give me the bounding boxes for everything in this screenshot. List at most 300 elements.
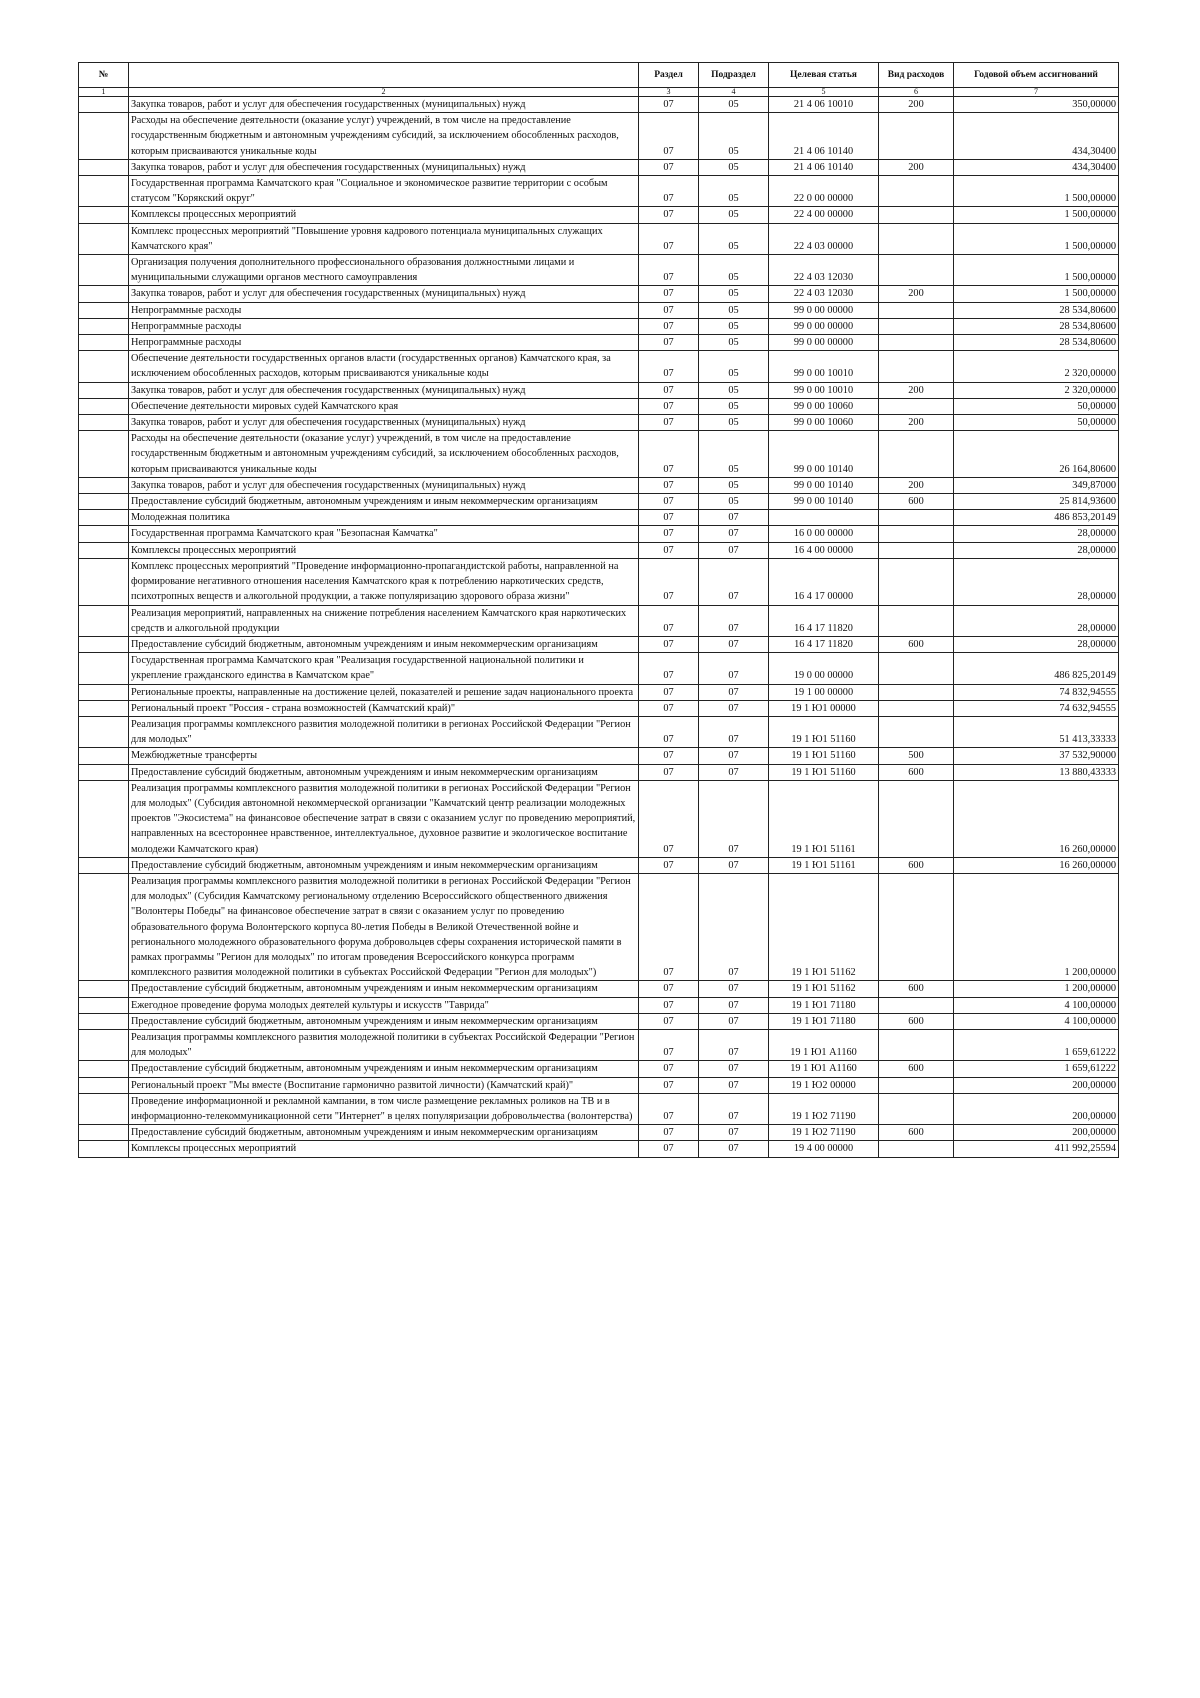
- cell-expense-type: [879, 510, 954, 526]
- cell-razdel: 07: [639, 176, 699, 207]
- col-num-4: 4: [699, 88, 769, 97]
- table-row: [79, 477, 1119, 493]
- cell-target-article: 19 1 Ю1 51162: [769, 981, 879, 997]
- cell-expense-type: [879, 558, 954, 605]
- table-row: [79, 981, 1119, 997]
- table-row: [79, 526, 1119, 542]
- cell-podrazdel: 05: [699, 318, 769, 334]
- cell-target-article: 19 1 Ю2 71190: [769, 1093, 879, 1124]
- cell-podrazdel: 07: [699, 1029, 769, 1060]
- cell-num: [79, 302, 129, 318]
- cell-name: Региональный проект "Мы вместе (Воспитание гармонично развитой личности) (Камчатский край)": [129, 1077, 639, 1093]
- cell-expense-type: [879, 542, 954, 558]
- cell-num: [79, 716, 129, 747]
- cell-num: [79, 1093, 129, 1124]
- cell-num: [79, 351, 129, 382]
- cell-annual-volume: 28,00000: [954, 605, 1119, 636]
- cell-razdel: 07: [639, 223, 699, 254]
- cell-name: Организация получения дополнительного профессионального образования должностными лицами и муниципальными служащими органов местного самоуправления: [129, 255, 639, 286]
- cell-num: [79, 605, 129, 636]
- cell-razdel: 07: [639, 716, 699, 747]
- cell-annual-volume: 37 532,90000: [954, 748, 1119, 764]
- cell-annual-volume: 200,00000: [954, 1093, 1119, 1124]
- cell-razdel: 07: [639, 415, 699, 431]
- cell-num: [79, 255, 129, 286]
- table-row: [79, 764, 1119, 780]
- cell-podrazdel: 07: [699, 764, 769, 780]
- cell-razdel: 07: [639, 700, 699, 716]
- cell-expense-type: [879, 997, 954, 1013]
- cell-razdel: 07: [639, 857, 699, 873]
- cell-name: Предоставление субсидий бюджетным, автономным учреждениям и иным некоммерческим организациям: [129, 857, 639, 873]
- cell-name: Государственная программа Камчатского края "Социальное и экономическое развитие территории с особым статусом "Корякский округ": [129, 176, 639, 207]
- cell-podrazdel: 05: [699, 494, 769, 510]
- cell-annual-volume: 486 853,20149: [954, 510, 1119, 526]
- cell-podrazdel: 07: [699, 716, 769, 747]
- cell-razdel: 07: [639, 764, 699, 780]
- table-row: [79, 97, 1119, 113]
- col-num-1: 1: [79, 88, 129, 97]
- cell-annual-volume: 13 880,43333: [954, 764, 1119, 780]
- cell-target-article: 22 4 03 12030: [769, 286, 879, 302]
- cell-num: [79, 700, 129, 716]
- cell-razdel: 07: [639, 605, 699, 636]
- cell-razdel: 07: [639, 286, 699, 302]
- cell-annual-volume: 1 500,00000: [954, 207, 1119, 223]
- cell-razdel: 07: [639, 748, 699, 764]
- cell-annual-volume: 28,00000: [954, 636, 1119, 652]
- cell-expense-type: [879, 684, 954, 700]
- cell-annual-volume: 1 500,00000: [954, 255, 1119, 286]
- cell-num: [79, 398, 129, 414]
- cell-podrazdel: 07: [699, 558, 769, 605]
- table-row: [79, 1061, 1119, 1077]
- cell-expense-type: 600: [879, 636, 954, 652]
- cell-name: Обеспечение деятельности мировых судей Камчатского края: [129, 398, 639, 414]
- cell-expense-type: [879, 780, 954, 857]
- cell-podrazdel: 05: [699, 477, 769, 493]
- cell-name: Комплекс процессных мероприятий "Проведение информационно-пропагандистской работы, направленной на формирование негативного отношения населения Камчатского края к потреблению наркотических средств, психотропных веществ и алкогольной продукции, а также популяризацию здорового образа жизни": [129, 558, 639, 605]
- cell-annual-volume: 28,00000: [954, 558, 1119, 605]
- table-row: [79, 382, 1119, 398]
- col-number-header: №: [79, 63, 129, 88]
- cell-num: [79, 335, 129, 351]
- cell-podrazdel: 07: [699, 510, 769, 526]
- cell-podrazdel: 07: [699, 981, 769, 997]
- cell-num: [79, 510, 129, 526]
- cell-num: [79, 636, 129, 652]
- cell-annual-volume: 16 260,00000: [954, 857, 1119, 873]
- cell-razdel: 07: [639, 207, 699, 223]
- table-row: [79, 1077, 1119, 1093]
- cell-razdel: 07: [639, 684, 699, 700]
- cell-podrazdel: 07: [699, 636, 769, 652]
- cell-expense-type: [879, 605, 954, 636]
- cell-podrazdel: 07: [699, 1061, 769, 1077]
- cell-razdel: 07: [639, 558, 699, 605]
- cell-podrazdel: 05: [699, 382, 769, 398]
- cell-target-article: 99 0 00 10140: [769, 477, 879, 493]
- cell-num: [79, 857, 129, 873]
- cell-expense-type: [879, 318, 954, 334]
- cell-annual-volume: 50,00000: [954, 398, 1119, 414]
- table-row: [79, 636, 1119, 652]
- cell-name: Государственная программа Камчатского края "Реализация государственной национальной политики и укрепление гражданского единства в Камчатском крае": [129, 653, 639, 684]
- cell-num: [79, 1061, 129, 1077]
- cell-expense-type: [879, 1141, 954, 1157]
- cell-num: [79, 526, 129, 542]
- cell-target-article: 19 1 Ю1 51162: [769, 873, 879, 980]
- cell-expense-type: 200: [879, 382, 954, 398]
- cell-annual-volume: 74 632,94555: [954, 700, 1119, 716]
- table-row: [79, 335, 1119, 351]
- budget-sheet: [78, 62, 1118, 1158]
- table-row: [79, 542, 1119, 558]
- cell-name: Комплексы процессных мероприятий: [129, 1141, 639, 1157]
- cell-podrazdel: 07: [699, 873, 769, 980]
- cell-podrazdel: 05: [699, 207, 769, 223]
- col-num-3: 3: [639, 88, 699, 97]
- cell-podrazdel: 05: [699, 176, 769, 207]
- cell-num: [79, 318, 129, 334]
- cell-annual-volume: 1 500,00000: [954, 286, 1119, 302]
- table-body: [79, 97, 1119, 1158]
- cell-name: Реализация программы комплексного развития молодежной политики в регионах Российской Федерации "Регион для молодых" (Субсидия автономной некоммерческой организации "Камчатский центр реализации молодежных проектов "Экосистема" на финансовое обеспечение затрат в связи с оказанием услуг по проведению мероприятий, направленных на всестороннее нравственное, интеллектуальное, духовное развитие и экологическое воспитание молодежи Камчатского края): [129, 780, 639, 857]
- cell-annual-volume: 4 100,00000: [954, 997, 1119, 1013]
- cell-annual-volume: 411 992,25594: [954, 1141, 1119, 1157]
- cell-razdel: 07: [639, 318, 699, 334]
- cell-name: Комплексы процессных мероприятий: [129, 207, 639, 223]
- cell-num: [79, 207, 129, 223]
- cell-podrazdel: 07: [699, 857, 769, 873]
- cell-annual-volume: 350,00000: [954, 97, 1119, 113]
- cell-annual-volume: 486 825,20149: [954, 653, 1119, 684]
- cell-name: Реализация мероприятий, направленных на снижение потребления населением Камчатского края наркотических средств и алкогольной продукции: [129, 605, 639, 636]
- col-podrazdel-header: Подраздел: [699, 63, 769, 88]
- cell-name: Непрограммные расходы: [129, 335, 639, 351]
- cell-annual-volume: 434,30400: [954, 159, 1119, 175]
- cell-razdel: 07: [639, 981, 699, 997]
- cell-annual-volume: 1 500,00000: [954, 223, 1119, 254]
- cell-podrazdel: 07: [699, 526, 769, 542]
- table-row: [79, 558, 1119, 605]
- cell-target-article: 19 1 Ю1 71180: [769, 997, 879, 1013]
- cell-expense-type: [879, 335, 954, 351]
- col-target-article-header: Целевая статья: [769, 63, 879, 88]
- cell-name: Закупка товаров, работ и услуг для обеспечения государственных (муниципальных) нужд: [129, 477, 639, 493]
- cell-target-article: 19 1 Ю1 71180: [769, 1013, 879, 1029]
- col-razdel-header: Раздел: [639, 63, 699, 88]
- table-row: [79, 997, 1119, 1013]
- cell-num: [79, 1029, 129, 1060]
- cell-razdel: 07: [639, 636, 699, 652]
- cell-podrazdel: 05: [699, 335, 769, 351]
- table-row: [79, 510, 1119, 526]
- col-name-header: [129, 63, 639, 88]
- cell-target-article: 21 4 06 10140: [769, 113, 879, 160]
- cell-target-article: 16 4 17 11820: [769, 636, 879, 652]
- cell-name: Реализация программы комплексного развития молодежной политики в регионах Российской Федерации "Регион для молодых": [129, 716, 639, 747]
- cell-num: [79, 1125, 129, 1141]
- cell-annual-volume: 4 100,00000: [954, 1013, 1119, 1029]
- cell-num: [79, 415, 129, 431]
- table-row: [79, 780, 1119, 857]
- cell-razdel: 07: [639, 997, 699, 1013]
- cell-podrazdel: 07: [699, 1013, 769, 1029]
- cell-num: [79, 981, 129, 997]
- table-row: [79, 351, 1119, 382]
- cell-expense-type: [879, 207, 954, 223]
- cell-num: [79, 113, 129, 160]
- cell-annual-volume: 200,00000: [954, 1125, 1119, 1141]
- cell-target-article: 19 1 Ю1 51160: [769, 748, 879, 764]
- table-row: [79, 1013, 1119, 1029]
- cell-expense-type: 600: [879, 1013, 954, 1029]
- cell-name: Предоставление субсидий бюджетным, автономным учреждениям и иным некоммерческим организациям: [129, 981, 639, 997]
- table-header: [79, 63, 1119, 97]
- cell-name: Закупка товаров, работ и услуг для обеспечения государственных (муниципальных) нужд: [129, 286, 639, 302]
- cell-name: Реализация программы комплексного развития молодежной политики в субъектах Российской Федерации "Регион для молодых": [129, 1029, 639, 1060]
- cell-annual-volume: 2 320,00000: [954, 351, 1119, 382]
- cell-annual-volume: 1 500,00000: [954, 176, 1119, 207]
- cell-razdel: 07: [639, 1061, 699, 1077]
- cell-target-article: 99 0 00 10140: [769, 431, 879, 478]
- cell-annual-volume: 28 534,80600: [954, 318, 1119, 334]
- cell-podrazdel: 07: [699, 1077, 769, 1093]
- table-row: [79, 302, 1119, 318]
- cell-expense-type: [879, 431, 954, 478]
- cell-podrazdel: 07: [699, 605, 769, 636]
- cell-target-article: 99 0 00 10010: [769, 382, 879, 398]
- cell-name: Государственная программа Камчатского края "Безопасная Камчатка": [129, 526, 639, 542]
- cell-num: [79, 542, 129, 558]
- table-row: [79, 113, 1119, 160]
- cell-annual-volume: 200,00000: [954, 1077, 1119, 1093]
- cell-expense-type: 600: [879, 981, 954, 997]
- cell-num: [79, 558, 129, 605]
- cell-name: Комплексы процессных мероприятий: [129, 542, 639, 558]
- col-num-6: 6: [879, 88, 954, 97]
- cell-expense-type: 600: [879, 764, 954, 780]
- cell-name: Расходы на обеспечение деятельности (оказание услуг) учреждений, в том числе на предоставление государственным бюджетным и автономным учреждениям субсидий, за исключением обособленных расходов, которым присваиваются уникальные коды: [129, 431, 639, 478]
- cell-target-article: 19 1 Ю1 А1160: [769, 1061, 879, 1077]
- cell-target-article: 19 1 Ю1 51160: [769, 764, 879, 780]
- table-row: [79, 748, 1119, 764]
- cell-name: Комплекс процессных мероприятий "Повышение уровня кадрового потенциала муниципальных служащих Камчатского края": [129, 223, 639, 254]
- cell-expense-type: [879, 1077, 954, 1093]
- cell-target-article: 19 1 00 00000: [769, 684, 879, 700]
- cell-target-article: 19 1 Ю2 00000: [769, 1077, 879, 1093]
- cell-expense-type: [879, 176, 954, 207]
- cell-name: Непрограммные расходы: [129, 318, 639, 334]
- cell-expense-type: [879, 223, 954, 254]
- cell-annual-volume: 1 659,61222: [954, 1029, 1119, 1060]
- cell-podrazdel: 05: [699, 223, 769, 254]
- cell-podrazdel: 05: [699, 113, 769, 160]
- cell-name: Закупка товаров, работ и услуг для обеспечения государственных (муниципальных) нужд: [129, 97, 639, 113]
- table-row: [79, 1141, 1119, 1157]
- cell-razdel: 07: [639, 1077, 699, 1093]
- cell-expense-type: [879, 716, 954, 747]
- cell-name: Закупка товаров, работ и услуг для обеспечения государственных (муниципальных) нужд: [129, 382, 639, 398]
- table-row: [79, 255, 1119, 286]
- cell-expense-type: 200: [879, 97, 954, 113]
- cell-expense-type: 200: [879, 415, 954, 431]
- cell-expense-type: 200: [879, 286, 954, 302]
- cell-name: Закупка товаров, работ и услуг для обеспечения государственных (муниципальных) нужд: [129, 159, 639, 175]
- cell-num: [79, 97, 129, 113]
- cell-num: [79, 1077, 129, 1093]
- cell-expense-type: [879, 1029, 954, 1060]
- cell-razdel: 07: [639, 873, 699, 980]
- cell-target-article: 99 0 00 10010: [769, 351, 879, 382]
- cell-num: [79, 997, 129, 1013]
- table-row: [79, 318, 1119, 334]
- table-row: [79, 431, 1119, 478]
- table-row: [79, 1093, 1119, 1124]
- cell-num: [79, 1141, 129, 1157]
- cell-name: Межбюджетные трансферты: [129, 748, 639, 764]
- cell-target-article: 19 0 00 00000: [769, 653, 879, 684]
- cell-podrazdel: 07: [699, 1125, 769, 1141]
- cell-podrazdel: 05: [699, 351, 769, 382]
- cell-annual-volume: 28,00000: [954, 526, 1119, 542]
- cell-razdel: 07: [639, 97, 699, 113]
- cell-annual-volume: 26 164,80600: [954, 431, 1119, 478]
- cell-target-article: 22 4 03 00000: [769, 223, 879, 254]
- cell-razdel: 07: [639, 159, 699, 175]
- cell-target-article: 19 1 Ю1 00000: [769, 700, 879, 716]
- cell-name: Непрограммные расходы: [129, 302, 639, 318]
- cell-num: [79, 159, 129, 175]
- table-row: [79, 684, 1119, 700]
- cell-num: [79, 382, 129, 398]
- cell-expense-type: 200: [879, 159, 954, 175]
- table-row: [79, 857, 1119, 873]
- cell-podrazdel: 07: [699, 997, 769, 1013]
- cell-expense-type: 600: [879, 1061, 954, 1077]
- cell-name: Региональный проект "Россия - страна возможностей (Камчатский край)": [129, 700, 639, 716]
- cell-annual-volume: 28 534,80600: [954, 335, 1119, 351]
- cell-target-article: 99 0 00 00000: [769, 302, 879, 318]
- cell-target-article: 21 4 06 10140: [769, 159, 879, 175]
- cell-name: Региональные проекты, направленные на достижение целей, показателей и решение задач национального проекта: [129, 684, 639, 700]
- cell-expense-type: [879, 113, 954, 160]
- cell-annual-volume: 25 814,93600: [954, 494, 1119, 510]
- col-annual-volume-header: Годовой объем ассигнований: [954, 63, 1119, 88]
- cell-num: [79, 1013, 129, 1029]
- cell-expense-type: [879, 255, 954, 286]
- cell-razdel: 07: [639, 526, 699, 542]
- cell-name: Предоставление субсидий бюджетным, автономным учреждениям и иным некоммерческим организациям: [129, 1125, 639, 1141]
- cell-razdel: 07: [639, 1029, 699, 1060]
- cell-target-article: 22 4 00 00000: [769, 207, 879, 223]
- cell-annual-volume: 2 320,00000: [954, 382, 1119, 398]
- cell-num: [79, 176, 129, 207]
- cell-expense-type: 200: [879, 477, 954, 493]
- cell-podrazdel: 07: [699, 684, 769, 700]
- cell-annual-volume: 74 832,94555: [954, 684, 1119, 700]
- cell-expense-type: 500: [879, 748, 954, 764]
- cell-num: [79, 494, 129, 510]
- cell-podrazdel: 05: [699, 97, 769, 113]
- cell-annual-volume: 1 659,61222: [954, 1061, 1119, 1077]
- cell-expense-type: [879, 302, 954, 318]
- cell-expense-type: [879, 1093, 954, 1124]
- cell-target-article: 99 0 00 10140: [769, 494, 879, 510]
- cell-annual-volume: 349,87000: [954, 477, 1119, 493]
- cell-razdel: 07: [639, 494, 699, 510]
- table-row: [79, 700, 1119, 716]
- table-row: [79, 207, 1119, 223]
- cell-razdel: 07: [639, 113, 699, 160]
- cell-razdel: 07: [639, 335, 699, 351]
- cell-target-article: 99 0 00 00000: [769, 335, 879, 351]
- cell-razdel: 07: [639, 1013, 699, 1029]
- cell-num: [79, 286, 129, 302]
- cell-target-article: 16 0 00 00000: [769, 526, 879, 542]
- cell-razdel: 07: [639, 1125, 699, 1141]
- cell-annual-volume: 1 200,00000: [954, 873, 1119, 980]
- cell-target-article: 19 4 00 00000: [769, 1141, 879, 1157]
- cell-target-article: 99 0 00 10060: [769, 415, 879, 431]
- table-row: [79, 398, 1119, 414]
- cell-name: Обеспечение деятельности государственных органов власти (государственных органов) Камчатского края, за исключением обособленных расходов, которым присваиваются уникальные коды: [129, 351, 639, 382]
- cell-razdel: 07: [639, 780, 699, 857]
- cell-name: Предоставление субсидий бюджетным, автономным учреждениям и иным некоммерческим организациям: [129, 1013, 639, 1029]
- cell-razdel: 07: [639, 431, 699, 478]
- cell-podrazdel: 05: [699, 415, 769, 431]
- cell-razdel: 07: [639, 255, 699, 286]
- cell-name: Закупка товаров, работ и услуг для обеспечения государственных (муниципальных) нужд: [129, 415, 639, 431]
- cell-podrazdel: 07: [699, 780, 769, 857]
- cell-annual-volume: 28,00000: [954, 542, 1119, 558]
- cell-name: Предоставление субсидий бюджетным, автономным учреждениям и иным некоммерческим организациям: [129, 764, 639, 780]
- cell-podrazdel: 07: [699, 700, 769, 716]
- cell-name: Предоставление субсидий бюджетным, автономным учреждениям и иным некоммерческим организациям: [129, 1061, 639, 1077]
- cell-target-article: 19 1 Ю1 51161: [769, 780, 879, 857]
- cell-target-article: 99 0 00 00000: [769, 318, 879, 334]
- col-num-5: 5: [769, 88, 879, 97]
- table-row: [79, 176, 1119, 207]
- cell-expense-type: 600: [879, 1125, 954, 1141]
- cell-name: Расходы на обеспечение деятельности (оказание услуг) учреждений, в том числе на предоставление государственным бюджетным и автономным учреждениям субсидий, за исключением обособленных расходов, которым присваиваются уникальные коды: [129, 113, 639, 160]
- cell-num: [79, 873, 129, 980]
- cell-podrazdel: 07: [699, 542, 769, 558]
- table-row: [79, 873, 1119, 980]
- cell-razdel: 07: [639, 477, 699, 493]
- cell-razdel: 07: [639, 653, 699, 684]
- cell-expense-type: [879, 873, 954, 980]
- cell-target-article: 19 1 Ю2 71190: [769, 1125, 879, 1141]
- cell-target-article: 21 4 06 10010: [769, 97, 879, 113]
- cell-num: [79, 764, 129, 780]
- cell-num: [79, 748, 129, 764]
- table-row: [79, 605, 1119, 636]
- table-row: [79, 653, 1119, 684]
- cell-podrazdel: 05: [699, 159, 769, 175]
- table-row: [79, 415, 1119, 431]
- cell-name: Предоставление субсидий бюджетным, автономным учреждениям и иным некоммерческим организациям: [129, 636, 639, 652]
- cell-annual-volume: 50,00000: [954, 415, 1119, 431]
- cell-annual-volume: 16 260,00000: [954, 780, 1119, 857]
- cell-target-article: [769, 510, 879, 526]
- cell-annual-volume: 434,30400: [954, 113, 1119, 160]
- cell-target-article: 19 1 Ю1 51160: [769, 716, 879, 747]
- cell-expense-type: 600: [879, 857, 954, 873]
- column-number-row: [79, 88, 1119, 97]
- col-num-7: 7: [954, 88, 1119, 97]
